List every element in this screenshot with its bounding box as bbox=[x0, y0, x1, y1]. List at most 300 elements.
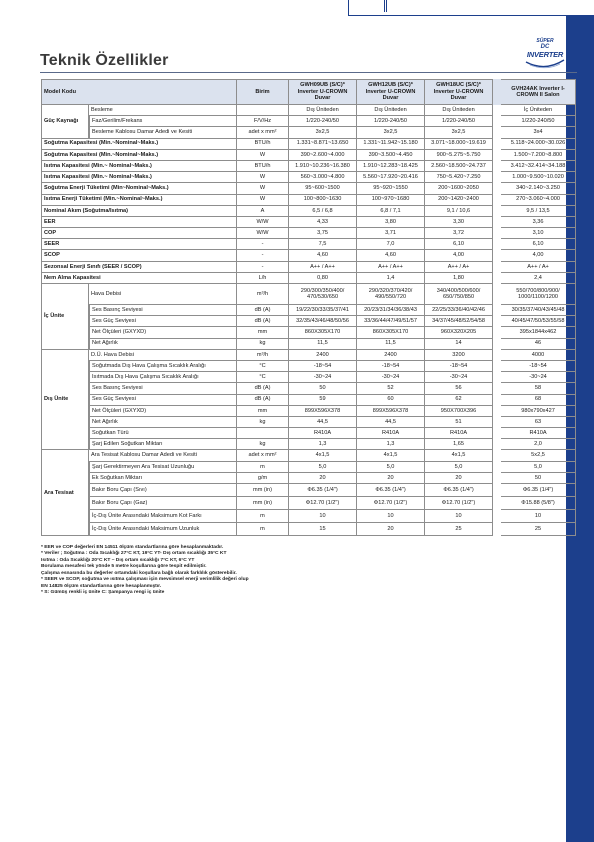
unit-cell: mm bbox=[237, 327, 289, 338]
value-cell-model-1: 3,75 bbox=[289, 228, 357, 239]
column-gap bbox=[493, 150, 501, 161]
unit-cell: °C bbox=[237, 372, 289, 383]
value-cell-model-4: 63 bbox=[501, 417, 576, 428]
row-label: Şarj Edilen Soğutkan Miktarı bbox=[89, 439, 237, 450]
value-cell-model-2: 11,5 bbox=[357, 339, 425, 350]
value-cell-model-4: 4,00 bbox=[501, 250, 576, 261]
unit-cell bbox=[237, 428, 289, 439]
value-cell-model-3: 2.560~18.500~24.737 bbox=[425, 161, 493, 172]
value-cell-model-4: Φ15.88 (5/8") bbox=[501, 497, 576, 510]
column-gap bbox=[493, 305, 501, 316]
value-cell-model-1: 5,0 bbox=[289, 462, 357, 473]
value-cell-model-4: 1.000~9.500~10.020 bbox=[501, 172, 576, 183]
value-cell-model-3: A++ / A+ bbox=[425, 262, 493, 273]
column-gap bbox=[493, 484, 501, 497]
footnote-line: Borulama mesafesi tek yönde 5 metre koşullarına göre tespit edilmiştir. bbox=[41, 564, 207, 570]
unit-cell: °C bbox=[237, 361, 289, 372]
table-row bbox=[41, 316, 576, 327]
value-cell-model-1: 860X305X170 bbox=[289, 327, 357, 338]
value-cell-model-1: -30~24 bbox=[289, 372, 357, 383]
model-3-header: GWH18UC (S/C)* Inverter U-CROWN Duvar bbox=[425, 79, 493, 105]
column-gap bbox=[493, 195, 501, 206]
table-row bbox=[41, 350, 576, 361]
value-cell-model-1: Dış Üniteden bbox=[289, 105, 357, 116]
row-label: Nominal Akım (Soğutma/Isıtma) bbox=[41, 206, 237, 217]
value-cell-model-4: 550/700/800/900/ 1000/1100/1200 bbox=[501, 284, 576, 305]
value-cell-model-4: 5.118~24.000~30.026 bbox=[501, 139, 576, 150]
unit-cell: W bbox=[237, 150, 289, 161]
value-cell-model-1: 32/35/43/46/48/50/56 bbox=[289, 316, 357, 327]
value-cell-model-4: 50 bbox=[501, 473, 576, 484]
value-cell-model-4: 3,36 bbox=[501, 217, 576, 228]
unit-cell: L/h bbox=[237, 273, 289, 284]
column-gap bbox=[493, 406, 501, 417]
logo-line-2: DC bbox=[540, 44, 550, 50]
row-label: İç-Dış Ünite Arasındaki Maksimum Uzunluk bbox=[89, 523, 237, 536]
row-label: İç-Dış Ünite Arasındaki Maksimum Kot Farkı bbox=[89, 510, 237, 523]
value-cell-model-4: 3x4 bbox=[501, 127, 576, 138]
table-row bbox=[41, 127, 576, 138]
column-gap bbox=[493, 273, 501, 284]
row-label: D.Ü. Hava Debisi bbox=[89, 350, 237, 361]
value-cell-model-3: Φ12.70 (1/2") bbox=[425, 497, 493, 510]
page-title: Teknik Özellikler bbox=[40, 52, 169, 69]
column-gap bbox=[493, 116, 501, 127]
row-label: Net Ağırlık bbox=[89, 417, 237, 428]
row-label: Soğutmada Dış Hava Çalışma Sıcaklık Aralığı bbox=[89, 361, 237, 372]
value-cell-model-4: 2,0 bbox=[501, 439, 576, 450]
value-cell-model-2: 10 bbox=[357, 510, 425, 523]
model-2-header: GWH12UB (S/C)* Inverter U-CROWN Duvar bbox=[357, 79, 425, 105]
value-cell-model-4: 5,0 bbox=[501, 462, 576, 473]
value-cell-model-3: 200~1600~2050 bbox=[425, 183, 493, 194]
unit-cell: W bbox=[237, 195, 289, 206]
row-label: Ses Güç Seviyesi bbox=[89, 395, 237, 406]
row-label: Isıtma Kapasitesi (Min.~ Nominal~Maks.) bbox=[41, 172, 237, 183]
group-label-outdoor-unit: Dış Ünite bbox=[41, 350, 89, 451]
table-row bbox=[41, 484, 576, 497]
value-cell-model-4: 25 bbox=[501, 523, 576, 536]
value-cell-model-3: 3,30 bbox=[425, 217, 493, 228]
unit-cell: - bbox=[237, 262, 289, 273]
table-row bbox=[41, 473, 576, 484]
column-gap bbox=[493, 284, 501, 305]
value-cell-model-2: 1,4 bbox=[357, 273, 425, 284]
value-cell-model-2: 3,80 bbox=[357, 217, 425, 228]
value-cell-model-3: 3x2,5 bbox=[425, 127, 493, 138]
column-gap bbox=[493, 339, 501, 350]
value-cell-model-3: 62 bbox=[425, 395, 493, 406]
value-cell-model-2: -18~54 bbox=[357, 361, 425, 372]
row-label: SEER bbox=[41, 239, 237, 250]
footnote-line: * Veriler ; Soğutma : Oda Sıcaklığı 27°C KT, 19°C YT- Dış ortam sıcaklığı 35°C KT bbox=[41, 551, 227, 557]
value-cell-model-2: 860X305X170 bbox=[357, 327, 425, 338]
row-label: Nem Alma Kapasitesi bbox=[41, 273, 237, 284]
row-label: Ses Basınç Seviyesi bbox=[89, 305, 237, 316]
column-gap bbox=[493, 228, 501, 239]
row-label: SCOP bbox=[41, 250, 237, 261]
value-cell-model-4: 2,4 bbox=[501, 273, 576, 284]
unit-cell: F/V/Hz bbox=[237, 116, 289, 127]
value-cell-model-1: 44,5 bbox=[289, 417, 357, 428]
table-row bbox=[41, 239, 576, 250]
value-cell-model-1: 4x1,5 bbox=[289, 450, 357, 461]
row-label: Soğutma Kapasitesi (Min.~Nominal~Maks.) bbox=[41, 150, 237, 161]
table-row bbox=[41, 462, 576, 473]
value-cell-model-4: İç Üniteden bbox=[501, 105, 576, 116]
row-label: Isıtmada Dış Hava Çalışma Sıcaklık Aralığı bbox=[89, 372, 237, 383]
row-label: Bakır Boru Çapı (Sıvı) bbox=[89, 484, 237, 497]
value-cell-model-1: 59 bbox=[289, 395, 357, 406]
row-label: Ek Soğutkan Miktarı bbox=[89, 473, 237, 484]
value-cell-model-2: 20 bbox=[357, 473, 425, 484]
value-cell-model-4: 340~2.140~3.250 bbox=[501, 183, 576, 194]
value-cell-model-2: 20/23/31/34/36/38/43 bbox=[357, 305, 425, 316]
value-cell-model-3: 750~5.420~7.250 bbox=[425, 172, 493, 183]
value-cell-model-2: 4,60 bbox=[357, 250, 425, 261]
row-label: Şarj Gerektirmeyen Ara Tesisat Uzunluğu bbox=[89, 462, 237, 473]
value-cell-model-4: 68 bbox=[501, 395, 576, 406]
unit-cell: dB (A) bbox=[237, 383, 289, 394]
value-cell-model-2: Φ6.35 (1/4") bbox=[357, 484, 425, 497]
table-row bbox=[41, 428, 576, 439]
column-gap bbox=[493, 361, 501, 372]
value-cell-model-1: 19/22/30/33/35/37/41 bbox=[289, 305, 357, 316]
value-cell-model-1: 15 bbox=[289, 523, 357, 536]
corner-tab bbox=[348, 0, 594, 16]
value-cell-model-1: -18~54 bbox=[289, 361, 357, 372]
group-label-indoor-unit: İç Ünite bbox=[41, 284, 89, 350]
footnote-line: * EER ve COP değerleri EN 14511 ölçüm standartlarına göre hesaplanmaktadır. bbox=[41, 545, 224, 550]
value-cell-model-2: 1.331~11.942~15.180 bbox=[357, 139, 425, 150]
column-gap bbox=[493, 183, 501, 194]
row-label: Net Ölçüleri (GXYXD) bbox=[89, 406, 237, 417]
column-gap bbox=[493, 139, 501, 150]
value-cell-model-1: 0,80 bbox=[289, 273, 357, 284]
row-label: Hava Debisi bbox=[89, 284, 237, 305]
footnote-line: EN 14825 ölçüm standartlarına göre hesaplanmıştır. bbox=[41, 583, 162, 589]
value-cell-model-2: 6,8 / 7,1 bbox=[357, 206, 425, 217]
table-row bbox=[41, 250, 576, 261]
table-row bbox=[41, 395, 576, 406]
table-row bbox=[41, 361, 576, 372]
table-row bbox=[41, 273, 576, 284]
value-cell-model-1: 50 bbox=[289, 383, 357, 394]
row-label: Besleme bbox=[89, 105, 237, 116]
logo-line-1: SÜPER bbox=[536, 38, 554, 44]
value-cell-model-3: Dış Üniteden bbox=[425, 105, 493, 116]
value-cell-model-1: Φ12.70 (1/2") bbox=[289, 497, 357, 510]
footnote-line: * SEER ve SCOP, soğutma ve ısıtma çalışması için mevsimsel enerji verimlilik değeri olup bbox=[41, 577, 249, 583]
table-row bbox=[41, 217, 576, 228]
unit-cell: m³/h bbox=[237, 284, 289, 305]
value-cell-model-2: -30~24 bbox=[357, 372, 425, 383]
value-cell-model-2: 390~3.500~4.450 bbox=[357, 150, 425, 161]
logo-line-3: INVERTER bbox=[526, 50, 564, 59]
value-cell-model-1: 6,5 / 6,8 bbox=[289, 206, 357, 217]
unit-cell: dB (A) bbox=[237, 316, 289, 327]
column-gap bbox=[493, 217, 501, 228]
column-gap bbox=[493, 372, 501, 383]
value-cell-model-1: 560~3.000~4.800 bbox=[289, 172, 357, 183]
row-label: Net Ağırlık bbox=[89, 339, 237, 350]
unit-cell: - bbox=[237, 250, 289, 261]
value-cell-model-1: 3x2,5 bbox=[289, 127, 357, 138]
value-cell-model-3: 3,72 bbox=[425, 228, 493, 239]
table-row bbox=[41, 372, 576, 383]
value-cell-model-2: 1.910~12.283~18.425 bbox=[357, 161, 425, 172]
value-cell-model-2: 1,3 bbox=[357, 439, 425, 450]
value-cell-model-4: Φ6.35 (1/4") bbox=[501, 484, 576, 497]
table-row bbox=[41, 161, 576, 172]
value-cell-model-2: 100~970~1680 bbox=[357, 195, 425, 206]
value-cell-model-2: R410A bbox=[357, 428, 425, 439]
column-gap bbox=[493, 462, 501, 473]
value-cell-model-1: Φ6.35 (1/4") bbox=[289, 484, 357, 497]
value-cell-model-1: 1.331~8.871~13.650 bbox=[289, 139, 357, 150]
value-cell-model-4: 5x2,5 bbox=[501, 450, 576, 461]
table-row bbox=[41, 262, 576, 273]
value-cell-model-2: 60 bbox=[357, 395, 425, 406]
table-row bbox=[41, 305, 576, 316]
value-cell-model-2: 95~920~1550 bbox=[357, 183, 425, 194]
column-gap bbox=[493, 239, 501, 250]
footnote-line: Isıtma : Oda Sıcaklığı 20°C KT – Dış ortam sıcaklığı 7°C KT, 6°C YT bbox=[41, 557, 195, 563]
unit-cell: kg bbox=[237, 417, 289, 428]
table-row bbox=[41, 150, 576, 161]
value-cell-model-1: 1/220-240/50 bbox=[289, 116, 357, 127]
value-cell-model-3: -18~54 bbox=[425, 361, 493, 372]
column-gap bbox=[493, 523, 501, 536]
column-gap bbox=[493, 473, 501, 484]
table-row bbox=[41, 417, 576, 428]
unit-cell: W bbox=[237, 172, 289, 183]
row-label: Besleme Kablosu Damar Adedi ve Kesiti bbox=[89, 127, 237, 138]
value-cell-model-1: 11,5 bbox=[289, 339, 357, 350]
value-cell-model-1: 10 bbox=[289, 510, 357, 523]
spec-table bbox=[41, 79, 576, 536]
unit-cell: m bbox=[237, 523, 289, 536]
value-cell-model-2: 899X596X378 bbox=[357, 406, 425, 417]
value-cell-model-4: 40/45/47/50/53/55/58 bbox=[501, 316, 576, 327]
value-cell-model-3: 340/400/500/600/ 650/750/850 bbox=[425, 284, 493, 305]
value-cell-model-1: 2400 bbox=[289, 350, 357, 361]
row-label: Ses Güç Seviyesi bbox=[89, 316, 237, 327]
value-cell-model-3: 1/220-240/50 bbox=[425, 116, 493, 127]
group-label-power: Güç Kaynağı bbox=[41, 105, 89, 139]
value-cell-model-3: 10 bbox=[425, 510, 493, 523]
column-gap bbox=[493, 510, 501, 523]
value-cell-model-1: 7,5 bbox=[289, 239, 357, 250]
unit-cell: adet x mm² bbox=[237, 450, 289, 461]
value-cell-model-4: 1.500~7.200~8.800 bbox=[501, 150, 576, 161]
value-cell-model-2: 20 bbox=[357, 523, 425, 536]
column-gap bbox=[493, 395, 501, 406]
value-cell-model-1: 4,33 bbox=[289, 217, 357, 228]
column-gap bbox=[493, 206, 501, 217]
unit-cell: m³/h bbox=[237, 350, 289, 361]
unit-cell: kg bbox=[237, 339, 289, 350]
title-divider bbox=[40, 72, 577, 73]
unit-cell: dB (A) bbox=[237, 305, 289, 316]
value-cell-model-1: 20 bbox=[289, 473, 357, 484]
value-cell-model-3: -30~24 bbox=[425, 372, 493, 383]
value-cell-model-3: Φ6.35 (1/4") bbox=[425, 484, 493, 497]
value-cell-model-3: 9,1 / 10,6 bbox=[425, 206, 493, 217]
table-row bbox=[41, 284, 576, 305]
column-gap bbox=[493, 250, 501, 261]
footnote-line: Çalışma esnasında bu değerler ortamdaki koşullara bağlı olarak farklılık gösterebilir. bbox=[41, 570, 237, 576]
row-label: Faz/Gerilim/Frekans bbox=[89, 116, 237, 127]
table-row bbox=[41, 439, 576, 450]
value-cell-model-4: 4000 bbox=[501, 350, 576, 361]
value-cell-model-4: 10 bbox=[501, 510, 576, 523]
table-row bbox=[41, 327, 576, 338]
column-gap bbox=[493, 497, 501, 510]
value-cell-model-2: 4x1,5 bbox=[357, 450, 425, 461]
value-cell-model-3: 4x1,5 bbox=[425, 450, 493, 461]
footnotes bbox=[41, 545, 341, 597]
row-label: Soğutma Kapasitesi (Min.~Nominal~Maks.) bbox=[41, 139, 237, 150]
row-label: Ara Tesisat Kablosu Damar Adedi ve Kesiti bbox=[89, 450, 237, 461]
value-cell-model-2: 52 bbox=[357, 383, 425, 394]
unit-cell: mm (in) bbox=[237, 497, 289, 510]
value-cell-model-1: 1,3 bbox=[289, 439, 357, 450]
unit-cell: - bbox=[237, 239, 289, 250]
row-label: Soğutkan Türü bbox=[89, 428, 237, 439]
value-cell-model-3: 22/25/33/36/40/42/46 bbox=[425, 305, 493, 316]
table-row bbox=[41, 105, 576, 116]
unit-cell bbox=[237, 105, 289, 116]
row-label: Net Ölçüleri (GXYXD) bbox=[89, 327, 237, 338]
value-cell-model-4: 6,10 bbox=[501, 239, 576, 250]
row-label: EER bbox=[41, 217, 237, 228]
column-gap bbox=[493, 327, 501, 338]
unit-cell: W/W bbox=[237, 217, 289, 228]
value-cell-model-2: 7,0 bbox=[357, 239, 425, 250]
table-row bbox=[41, 497, 576, 510]
unit-cell: W/W bbox=[237, 228, 289, 239]
value-cell-model-3: 950X700X396 bbox=[425, 406, 493, 417]
value-cell-model-1: 290/300/350/400/ 470/530/650 bbox=[289, 284, 357, 305]
column-gap bbox=[493, 350, 501, 361]
value-cell-model-4: R410A bbox=[501, 428, 576, 439]
unit-cell: W bbox=[237, 183, 289, 194]
unit-cell: adet x mm² bbox=[237, 127, 289, 138]
row-label: COP bbox=[41, 228, 237, 239]
value-cell-model-3: 3.071~18.000~19.619 bbox=[425, 139, 493, 150]
column-gap bbox=[493, 428, 501, 439]
value-cell-model-2: 3,71 bbox=[357, 228, 425, 239]
unit-cell: A bbox=[237, 206, 289, 217]
value-cell-model-4: 58 bbox=[501, 383, 576, 394]
column-gap bbox=[493, 127, 501, 138]
value-cell-model-4: 3.412~32.414~34.188 bbox=[501, 161, 576, 172]
column-gap bbox=[493, 417, 501, 428]
logo-arc-icon bbox=[522, 38, 568, 70]
super-dc-inverter-logo bbox=[522, 38, 568, 70]
unit-cell: BTU/h bbox=[237, 139, 289, 150]
row-label: Isıtma Kapasitesi (Min.~ Nominal~Maks.) bbox=[41, 161, 237, 172]
value-cell-model-4: 3,10 bbox=[501, 228, 576, 239]
value-cell-model-3: 900~5.275~5.750 bbox=[425, 150, 493, 161]
unit-cell: mm (in) bbox=[237, 484, 289, 497]
table-row bbox=[41, 116, 576, 127]
row-label: Bakır Boru Çapı (Gaz) bbox=[89, 497, 237, 510]
column-gap bbox=[493, 161, 501, 172]
table-row bbox=[41, 406, 576, 417]
value-cell-model-3: 6,10 bbox=[425, 239, 493, 250]
unit-cell: BTU/h bbox=[237, 161, 289, 172]
value-cell-model-3: 34/37/45/48/52/54/58 bbox=[425, 316, 493, 327]
column-gap bbox=[493, 262, 501, 273]
value-cell-model-2: 44,5 bbox=[357, 417, 425, 428]
unit-label-cell: Birim bbox=[237, 79, 289, 105]
value-cell-model-3: 56 bbox=[425, 383, 493, 394]
table-row bbox=[41, 206, 576, 217]
spec-table-body bbox=[41, 79, 576, 536]
value-cell-model-3: 20 bbox=[425, 473, 493, 484]
value-cell-model-3: 51 bbox=[425, 417, 493, 428]
group-label-installation: Ara Tesisat bbox=[41, 450, 89, 536]
table-row bbox=[41, 183, 576, 194]
value-cell-model-3: R410A bbox=[425, 428, 493, 439]
value-cell-model-1: A++ / A++ bbox=[289, 262, 357, 273]
value-cell-model-3: 25 bbox=[425, 523, 493, 536]
table-row bbox=[41, 139, 576, 150]
row-label: Soğutma Enerji Tüketimi (Min~Nominal~Maks.) bbox=[41, 183, 237, 194]
value-cell-model-3: 200~1420~2400 bbox=[425, 195, 493, 206]
value-cell-model-2: 2400 bbox=[357, 350, 425, 361]
value-cell-model-1: R410A bbox=[289, 428, 357, 439]
column-gap bbox=[493, 172, 501, 183]
table-row bbox=[41, 510, 576, 523]
value-cell-model-4: 30/35/37/40/43/45/48 bbox=[501, 305, 576, 316]
value-cell-model-1: 100~800~1630 bbox=[289, 195, 357, 206]
model-label-cell: Model Kodu bbox=[41, 79, 237, 105]
column-gap bbox=[493, 383, 501, 394]
table-row bbox=[41, 450, 576, 461]
value-cell-model-4: 395x1844x462 bbox=[501, 327, 576, 338]
value-cell-model-3: 960X320X205 bbox=[425, 327, 493, 338]
value-cell-model-1: 4,60 bbox=[289, 250, 357, 261]
value-cell-model-1: 899X596X378 bbox=[289, 406, 357, 417]
table-row bbox=[41, 339, 576, 350]
table-row bbox=[41, 523, 576, 536]
row-label: Ses Basınç Seviyesi bbox=[89, 383, 237, 394]
unit-cell: dB (A) bbox=[237, 395, 289, 406]
value-cell-model-4: 9,5 / 13,5 bbox=[501, 206, 576, 217]
unit-cell: g/m bbox=[237, 473, 289, 484]
value-cell-model-2: 1/220-240/50 bbox=[357, 116, 425, 127]
unit-cell: m bbox=[237, 462, 289, 473]
model-4-header: GVH24AK Inverter I-CROWN II Salon bbox=[501, 79, 576, 105]
value-cell-model-3: 4,00 bbox=[425, 250, 493, 261]
column-gap bbox=[493, 105, 501, 116]
value-cell-model-2: 3x2,5 bbox=[357, 127, 425, 138]
value-cell-model-2: Dış Üniteden bbox=[357, 105, 425, 116]
value-cell-model-4: 270~3.060~4.000 bbox=[501, 195, 576, 206]
value-cell-model-3: 3200 bbox=[425, 350, 493, 361]
column-gap bbox=[493, 450, 501, 461]
table-row bbox=[41, 195, 576, 206]
model-1-header: GWH09UB (S/C)* Inverter U-CROWN Duvar bbox=[289, 79, 357, 105]
value-cell-model-3: 1,80 bbox=[425, 273, 493, 284]
value-cell-model-1: 1.910~10.236~16.380 bbox=[289, 161, 357, 172]
column-gap bbox=[493, 316, 501, 327]
value-cell-model-3: 14 bbox=[425, 339, 493, 350]
value-cell-model-2: Φ12.70 (1/2") bbox=[357, 497, 425, 510]
